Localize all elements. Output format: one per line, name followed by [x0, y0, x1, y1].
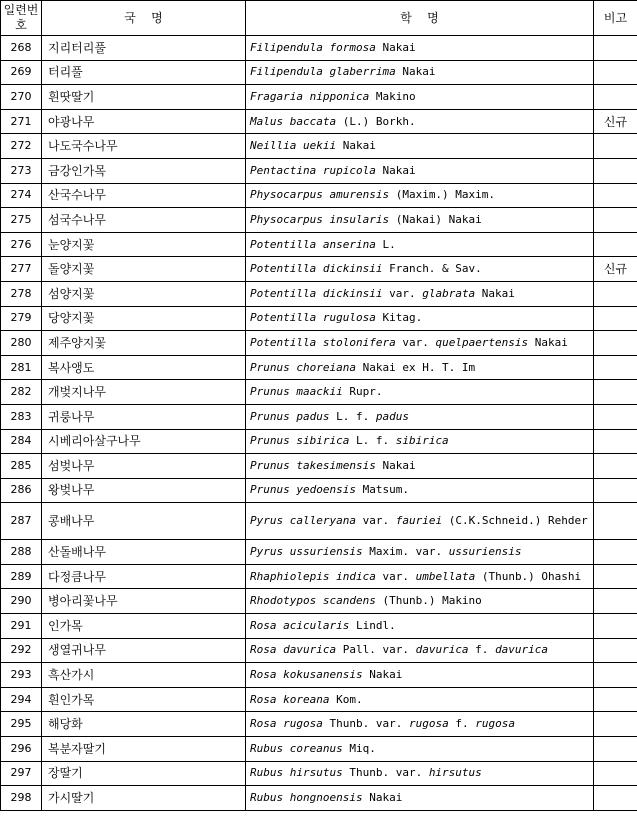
scientific-name-cell [246, 404, 594, 429]
note-cell [594, 355, 637, 380]
table-row [1, 638, 637, 663]
note-cell: 신규 [594, 257, 637, 282]
serial-number-cell: 297 [1, 761, 42, 786]
table-row [1, 134, 637, 159]
scientific-name-author: (C.K.Schneid.) Rehder [442, 514, 588, 528]
table-row [1, 663, 637, 688]
scientific-name-cell [246, 429, 594, 454]
serial-number-cell: 282 [1, 380, 42, 405]
scientific-name-italic: Potentilla dickinsii [250, 286, 383, 300]
scientific-name-author: Franch. & Sav. [382, 262, 482, 276]
korean-name-cell: 가시딸기 [42, 786, 246, 811]
table-row [1, 786, 637, 811]
note-cell [594, 183, 637, 208]
scientific-name-cell [246, 663, 594, 688]
table-row [1, 404, 637, 429]
scientific-name-italic: Filipendula glaberrima [250, 65, 396, 79]
serial-number-cell: 276 [1, 232, 42, 257]
scientific-name-cell [246, 85, 594, 110]
scientific-name-author: L. f. [329, 409, 376, 423]
korean-name-cell: 야광나무 [42, 109, 246, 134]
korean-name-cell: 인가목 [42, 614, 246, 639]
scientific-name-italic: Malus baccata [250, 114, 337, 128]
table-row [1, 540, 637, 565]
serial-number-cell: 280 [1, 331, 42, 356]
scientific-name-author: Nakai [336, 139, 376, 153]
note-cell [594, 687, 637, 712]
scientific-name-italic: Prunus maackii [250, 385, 343, 399]
korean-name-cell: 왕벚나무 [42, 478, 246, 503]
korean-name-cell: 산국수나무 [42, 183, 246, 208]
serial-number-cell: 275 [1, 208, 42, 233]
scientific-name-italic: padus [375, 409, 409, 423]
table-row [1, 737, 637, 762]
scientific-name-cell [246, 564, 594, 589]
scientific-name-author: L. [375, 237, 396, 251]
scientific-name-cell [246, 589, 594, 614]
scientific-name-italic: Potentilla rugulosa [250, 311, 376, 325]
korean-name-cell: 개벚지나무 [42, 380, 246, 405]
scientific-name-italic: rugosa [408, 717, 449, 731]
serial-number-cell: 272 [1, 134, 42, 159]
korean-name-cell: 귀룽나무 [42, 404, 246, 429]
table-row [1, 208, 637, 233]
scientific-name-author: (Nakai) Nakai [389, 212, 482, 226]
serial-number-cell: 270 [1, 85, 42, 110]
serial-number-cell: 284 [1, 429, 42, 454]
table-body [1, 36, 637, 811]
scientific-name-author: (L.) Borkh. [336, 114, 416, 128]
note-cell [594, 564, 637, 589]
scientific-name-italic: Rosa davurica [250, 643, 337, 657]
table-row [1, 257, 637, 282]
scientific-name-italic: fauriei [395, 514, 443, 528]
table-row [1, 429, 637, 454]
scientific-name-italic: Rosa rugosa [250, 717, 323, 731]
table-row [1, 355, 637, 380]
scientific-name-author: Matsum. [355, 483, 409, 497]
scientific-name-italic: Prunus takesimensis [250, 458, 376, 472]
korean-name-cell: 생열귀나무 [42, 638, 246, 663]
scientific-name-italic: Physocarpus amurensis [250, 188, 390, 202]
serial-number-cell: 273 [1, 158, 42, 183]
scientific-name-italic: Rhaphiolepis indica [250, 569, 376, 583]
scientific-name-cell [246, 109, 594, 134]
scientific-name-author: f. [448, 717, 476, 731]
scientific-name-cell [246, 36, 594, 61]
serial-number-cell: 285 [1, 454, 42, 479]
korean-name-cell: 해당화 [42, 712, 246, 737]
scientific-name-italic: Rosa kokusanensis [250, 668, 363, 682]
korean-name-cell: 흰땃딸기 [42, 85, 246, 110]
table-row [1, 306, 637, 331]
korean-name-cell: 지리터리풀 [42, 36, 246, 61]
scientific-name-italic: Prunus yedoensis [250, 483, 356, 497]
scientific-name-italic: Rubus hirsutus [250, 766, 343, 780]
table-row [1, 614, 637, 639]
korean-name-cell: 흑산가시 [42, 663, 246, 688]
note-cell [594, 540, 637, 565]
serial-number-cell: 290 [1, 589, 42, 614]
table-row [1, 454, 637, 479]
scientific-name-italic: Rubus hongnoensis [250, 791, 363, 805]
serial-number-cell: 277 [1, 257, 42, 282]
serial-number-cell: 268 [1, 36, 42, 61]
note-cell [594, 454, 637, 479]
note-cell [594, 208, 637, 233]
scientific-name-italic: Rhodotypos scandens [250, 594, 376, 608]
scientific-name-cell [246, 257, 594, 282]
scientific-name-cell [246, 331, 594, 356]
scientific-name-italic: davurica [495, 643, 549, 657]
serial-number-cell: 274 [1, 183, 42, 208]
note-cell [594, 85, 637, 110]
scientific-name-author: Kom. [329, 692, 363, 706]
scientific-name-author: Thunb. var. [342, 766, 429, 780]
scientific-name-cell [246, 355, 594, 380]
scientific-name-cell [246, 638, 594, 663]
note-cell [594, 232, 637, 257]
note-cell [594, 36, 637, 61]
scientific-name-cell [246, 687, 594, 712]
korean-name-cell: 제주양지꽃 [42, 331, 246, 356]
note-cell [594, 503, 637, 540]
serial-number-cell: 291 [1, 614, 42, 639]
scientific-name-italic: Prunus padus [250, 409, 330, 423]
serial-number-cell: 279 [1, 306, 42, 331]
scientific-name-italic: ussuriensis [448, 545, 522, 559]
scientific-name-author: Maxim. var. [362, 545, 449, 559]
note-cell [594, 478, 637, 503]
note-cell [594, 281, 637, 306]
table-row [1, 232, 637, 257]
korean-name-cell: 복사앵도 [42, 355, 246, 380]
scientific-name-italic: Filipendula formosa [250, 40, 376, 54]
table-row [1, 281, 637, 306]
scientific-name-cell [246, 540, 594, 565]
scientific-name-author: f. [468, 643, 496, 657]
scientific-name-cell [246, 158, 594, 183]
serial-number-cell: 294 [1, 687, 42, 712]
scientific-name-author: Nakai [395, 65, 436, 79]
note-cell [594, 158, 637, 183]
scientific-name-author: Thunb. var. [322, 717, 409, 731]
scientific-name-italic: Prunus choreiana [250, 360, 356, 374]
korean-name-cell: 콩배나무 [42, 503, 246, 540]
serial-number-cell: 281 [1, 355, 42, 380]
scientific-name-cell [246, 614, 594, 639]
serial-number-cell: 269 [1, 60, 42, 85]
serial-number-cell: 298 [1, 786, 42, 811]
table-row [1, 589, 637, 614]
scientific-name-author: Nakai [528, 335, 568, 349]
scientific-name-italic: glabrata [422, 286, 476, 300]
table-row [1, 331, 637, 356]
serial-number-cell: 288 [1, 540, 42, 565]
scientific-name-italic: Prunus sibirica [250, 434, 350, 448]
serial-number-cell: 278 [1, 281, 42, 306]
header-note: 비고 [594, 1, 637, 36]
table-row [1, 60, 637, 85]
scientific-name-author: Nakai [375, 163, 416, 177]
scientific-name-cell [246, 478, 594, 503]
scientific-name-cell [246, 503, 594, 540]
scientific-name-cell [246, 712, 594, 737]
serial-number-cell: 289 [1, 564, 42, 589]
scientific-name-author: Lindl. [349, 618, 396, 632]
scientific-name-author: Makino [369, 89, 416, 103]
table-row [1, 380, 637, 405]
scientific-name-italic: sibirica [395, 434, 449, 448]
scientific-name-author: Nakai [362, 668, 403, 682]
korean-name-cell: 섬벚나무 [42, 454, 246, 479]
scientific-name-author: var. [355, 514, 396, 528]
scientific-name-italic: Pyrus ussuriensis [250, 545, 363, 559]
note-cell [594, 638, 637, 663]
note-cell [594, 614, 637, 639]
scientific-name-author: Nakai [375, 458, 416, 472]
serial-number-cell: 283 [1, 404, 42, 429]
note-cell: 신규 [594, 109, 637, 134]
scientific-name-italic: rugosa [475, 717, 515, 731]
scientific-name-cell [246, 134, 594, 159]
note-cell [594, 663, 637, 688]
scientific-name-italic: Pentactina rupicola [250, 163, 376, 177]
korean-name-cell: 산돌배나무 [42, 540, 246, 565]
serial-number-cell: 292 [1, 638, 42, 663]
scientific-name-italic: Neillia uekii [250, 139, 337, 153]
note-cell [594, 306, 637, 331]
note-cell [594, 737, 637, 762]
table-row [1, 158, 637, 183]
scientific-name-cell [246, 208, 594, 233]
scientific-name-cell [246, 306, 594, 331]
note-cell [594, 60, 637, 85]
table-row [1, 712, 637, 737]
table-row [1, 109, 637, 134]
scientific-name-italic: quelpaertensis [435, 335, 529, 349]
serial-number-cell: 271 [1, 109, 42, 134]
korean-name-cell: 다정큼나무 [42, 564, 246, 589]
scientific-name-cell [246, 183, 594, 208]
scientific-name-author: Nakai ex H. T. Im [355, 360, 476, 374]
note-cell [594, 712, 637, 737]
korean-name-cell: 복분자딸기 [42, 737, 246, 762]
scientific-name-cell [246, 761, 594, 786]
scientific-name-author: (Thunb.) Ohashi [475, 569, 582, 583]
scientific-name-author: (Thunb.) Makino [375, 594, 482, 608]
serial-number-cell: 293 [1, 663, 42, 688]
korean-name-cell: 금강인가목 [42, 158, 246, 183]
korean-name-cell: 장딸기 [42, 761, 246, 786]
serial-number-cell: 286 [1, 478, 42, 503]
korean-name-cell: 돌양지꽃 [42, 257, 246, 282]
korean-name-cell: 섬양지꽃 [42, 281, 246, 306]
korean-name-cell: 병아리꽃나무 [42, 589, 246, 614]
note-cell [594, 380, 637, 405]
header-korean-name: 국 명 [42, 1, 246, 36]
scientific-name-cell [246, 737, 594, 762]
scientific-name-author: var. [382, 286, 423, 300]
scientific-name-italic: davurica [415, 643, 469, 657]
scientific-name-italic: Potentilla anserina [250, 237, 376, 251]
scientific-name-author: var. [375, 569, 416, 583]
header-row [1, 1, 637, 36]
note-cell [594, 786, 637, 811]
table-row [1, 761, 637, 786]
scientific-name-italic: Potentilla stolonifera [250, 335, 396, 349]
table-row [1, 503, 637, 540]
header-serial-number: 일련번호 [1, 1, 42, 36]
scientific-name-italic: Rubus coreanus [250, 741, 343, 755]
table-row [1, 478, 637, 503]
scientific-name-author: Miq. [342, 741, 376, 755]
scientific-name-author: Rupr. [342, 385, 383, 399]
note-cell [594, 761, 637, 786]
note-cell [594, 589, 637, 614]
note-cell [594, 404, 637, 429]
scientific-name-cell [246, 380, 594, 405]
korean-name-cell: 당양지꽃 [42, 306, 246, 331]
scientific-name-italic: Rosa acicularis [250, 618, 350, 632]
scientific-name-author: Nakai [362, 791, 403, 805]
table-row [1, 564, 637, 589]
scientific-name-author: Kitag. [375, 311, 423, 325]
korean-name-cell: 섬국수나무 [42, 208, 246, 233]
scientific-name-author: var. [395, 335, 436, 349]
scientific-name-italic: Rosa koreana [250, 692, 330, 706]
scientific-name-italic: Physocarpus insularis [250, 212, 390, 226]
scientific-name-cell [246, 786, 594, 811]
scientific-name-cell [246, 60, 594, 85]
note-cell [594, 134, 637, 159]
serial-number-cell: 295 [1, 712, 42, 737]
table-row [1, 687, 637, 712]
table-row [1, 36, 637, 61]
scientific-name-italic: umbellata [415, 569, 476, 583]
scientific-name-cell [246, 232, 594, 257]
korean-name-cell: 눈양지꽃 [42, 232, 246, 257]
korean-name-cell: 흰인가목 [42, 687, 246, 712]
scientific-name-italic: Fragaria nipponica [250, 89, 370, 103]
scientific-name-author: Nakai [375, 40, 416, 54]
header-scientific-name: 학 명 [246, 1, 594, 36]
scientific-name-cell [246, 454, 594, 479]
serial-number-cell: 296 [1, 737, 42, 762]
table-row [1, 85, 637, 110]
scientific-name-author: Pall. var. [336, 643, 416, 657]
table-row [1, 183, 637, 208]
korean-name-cell: 시베리아살구나무 [42, 429, 246, 454]
note-cell [594, 331, 637, 356]
korean-name-cell: 터리풀 [42, 60, 246, 85]
scientific-name-italic: Pyrus calleryana [250, 514, 356, 528]
serial-number-cell: 287 [1, 503, 42, 540]
scientific-name-author: L. f. [349, 434, 396, 448]
scientific-name-author: Nakai [475, 286, 515, 300]
scientific-name-cell [246, 281, 594, 306]
scientific-name-author: (Maxim.) Maxim. [389, 188, 496, 202]
note-cell [594, 429, 637, 454]
scientific-name-italic: Potentilla dickinsii [250, 262, 383, 276]
korean-name-cell: 나도국수나무 [42, 134, 246, 159]
scientific-name-italic: hirsutus [428, 766, 482, 780]
